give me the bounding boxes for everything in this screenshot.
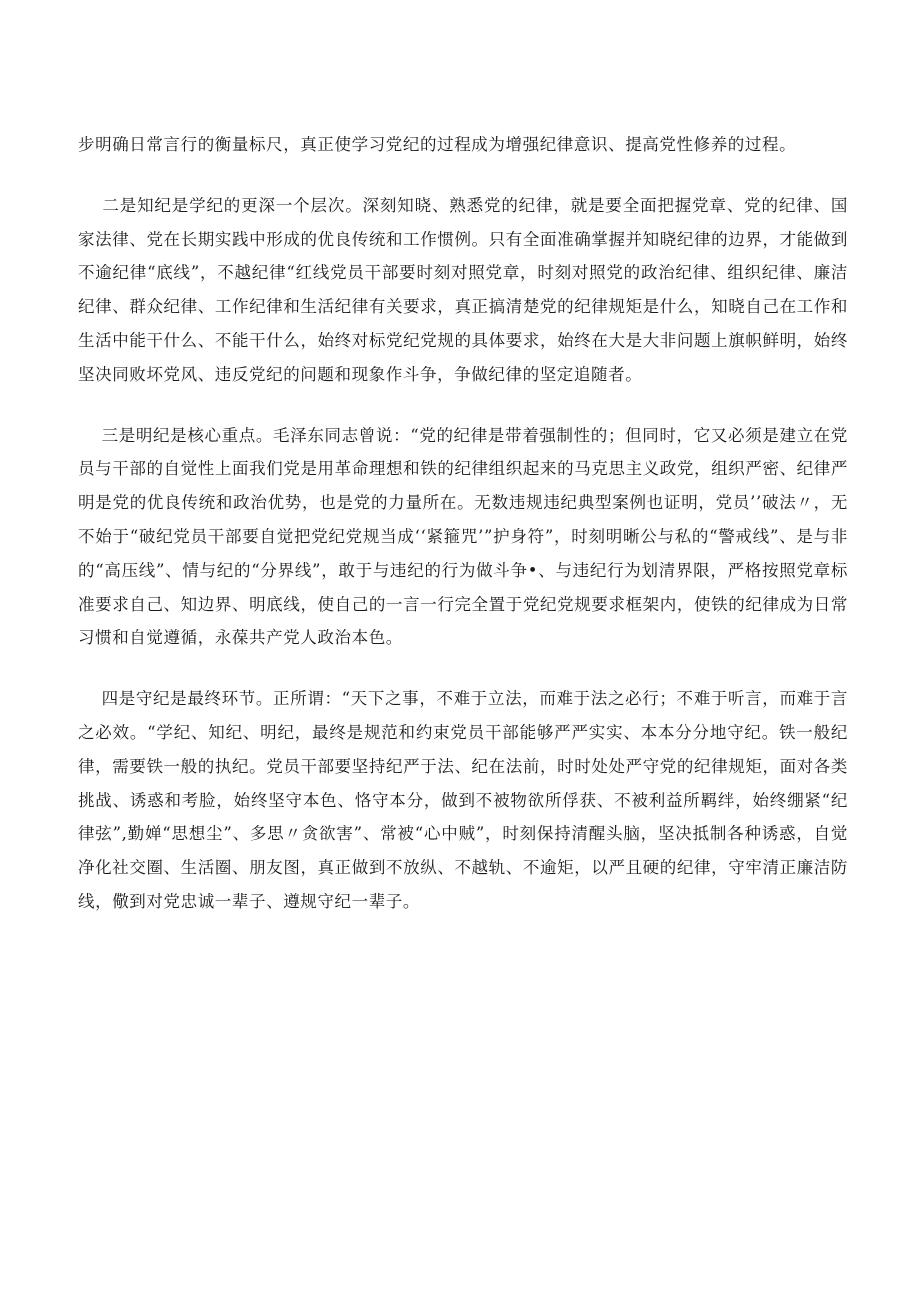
paragraph-intro-continuation: 步明确日常言行的衡量标尺，真正使学习党纪的过程成为增强纪律意识、提高党性修养的过程。 bbox=[78, 135, 797, 154]
paragraph-knowing-discipline: 二是知纪是学纪的更深一个层次。深刻知晓、熟悉党的纪律，就是要全面把握党章、党的纪律、国家法律、党在长期实践中形成的优良传统和工作惯例。只有全面准确掌握并知晓纪律的边界，才能做到不逾纪律“底线”，不越纪律“红线党员干部要时刻对照党章，时刻对照党的政治纪律、组织纪律、廉洁纪律、群众纪律、工作纪律和生活纪律有关要求，真正搞清楚党的纪律规矩是什么，知晓自己在工作和生活中能干什么、不能干什么，始终对标党纪党规的具体要求，始终在大是大非问题上旗帜鲜明，始终坚决同败坏党风、违反党纪的问题和现象作斗争，争做纪律的坚定追随者。 bbox=[78, 195, 848, 384]
document-body bbox=[78, 128, 848, 919]
paragraph-observing-discipline: 四是守纪是最终环节。正所谓：“天下之事，不难于立法，而难于法之必行；不难于听言，而难于言之必效。“学纪、知纪、明纪，最终是规范和约束党员干部能够严严实实、本本分分地守纪。铁一般纪律，需要铁一般的执纪。党员干部要坚持纪严于法、纪在法前，时时处处严守党的纪律规矩，面对各类挑战、诱惑和考脸，始终坚守本色、恪守本分，做到不被物欲所俘获、不被利益所羁绊，始终绷紧“纪律弦”,勤婵“思想尘”、多思〃贪欲害”、常被“心中贼”，时刻保持清醒头脑，坚决抵制各种诱惑，自觉净化社交圈、生活圈、朋友图，真正做到不放纵、不越轨、不逾矩，以严且硬的纪律，守牢清正廉洁防线，儆到对党忠诚一辈子、遵规守纪一辈子。 bbox=[78, 689, 848, 911]
paragraph-understanding-discipline: 三是明纪是核心重点。毛泽东同志曾说：“党的纪律是带着强制性的；但同时，它又必须是建立在党员与干部的自觉性上面我们党是用革命理想和铁的纪律组织起来的马克思主义政党，组织严密、纪律严明是党的优良传统和政治优势，也是党的力量所在。无数违规违纪典型案例也证明，党员’’破法〃，无不始于“破纪党员干部要自觉把党纪党规当成‘‘紧箍咒’”护身符”，时刻明晰公与私的“警戒线”、是与非的“高压线”、情与纪的“分界线”，敢于与违纪的行为做斗争•、与违纪行为划清界限，严格按照党章标准要求自己、知边界、明底线，使自己的一言一行完全置于党纪党规要求框架内，使铁的纪律成为日常习惯和自觉遵循，永葆共产党人政治本色。 bbox=[78, 425, 848, 648]
